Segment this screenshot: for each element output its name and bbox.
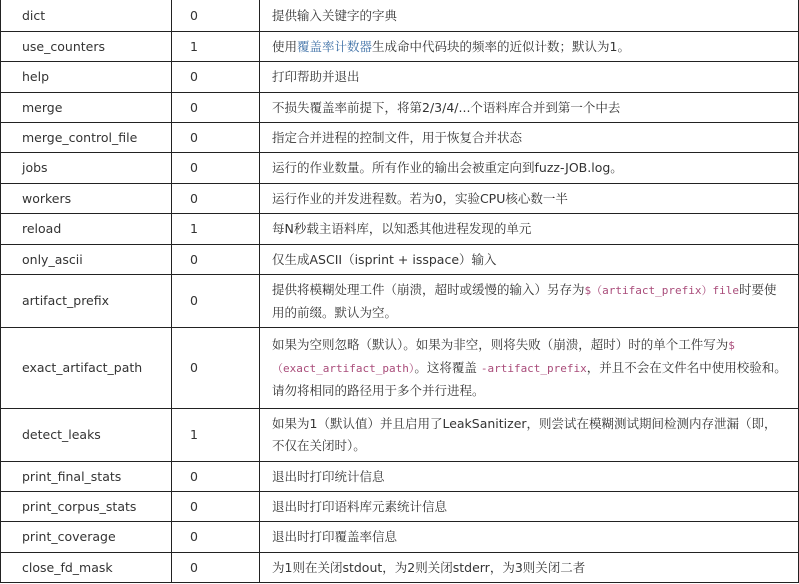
table-row (1, 553, 799, 583)
flag-description (260, 32, 799, 62)
flag-name: only_ascii (1, 245, 172, 275)
flag-description: 退出时打印统计信息 (260, 462, 799, 492)
flag-name: reload (1, 214, 172, 245)
table-row (1, 214, 799, 245)
flag-name: dict (1, 0, 172, 32)
desc-text: 提供将模糊处理工件（崩溃，超时或缓慢的输入）另存为 (272, 281, 585, 297)
flag-default: 0 (172, 553, 260, 583)
flag-name: artifact_prefix (1, 275, 172, 328)
flag-default: 0 (172, 522, 260, 553)
flag-description: 指定合并进程的控制文件，用于恢复合并状态 (260, 123, 799, 153)
desc-text: 使用 (272, 38, 298, 54)
flag-name: merge_control_file (1, 123, 172, 153)
table-row (1, 32, 799, 62)
flag-default: 0 (172, 123, 260, 153)
inline-code: -artifact_prefix (480, 362, 587, 375)
flag-name: merge (1, 93, 172, 123)
flag-default: 1 (172, 409, 260, 462)
flag-description: 运行的作业数量。所有作业的输出会被重定向到fuzz-JOB.log。 (260, 153, 799, 184)
flag-default: 0 (172, 93, 260, 123)
flag-default: 0 (172, 62, 260, 93)
flag-description: 如果为1（默认值）并且启用了LeakSanitizer，则尝试在模糊测试期间检测内存泄漏（即，不仅在关闭时）。 (260, 409, 799, 462)
coverage-counters-link[interactable]: 覆盖率计数器 (297, 38, 373, 54)
flag-description: 运行作业的并发进程数。若为0，实验CPU核心数一半 (260, 184, 799, 214)
flag-name: print_final_stats (1, 462, 172, 492)
desc-text: 时要使用的前缀。默认为空。 (272, 281, 777, 320)
table-row (1, 184, 799, 214)
table-row (1, 492, 799, 522)
flag-name: help (1, 62, 172, 93)
flag-name: print_coverage (1, 522, 172, 553)
flag-default: 0 (172, 328, 260, 409)
flag-name: detect_leaks (1, 409, 172, 462)
table-row (1, 0, 799, 32)
table-row (1, 62, 799, 93)
desc-text: 如果为空则忽略（默认）。如果为非空，则将失败（崩溃，超时）时的单个工件写为 (272, 337, 729, 352)
flag-description: 退出时打印覆盖率信息 (260, 522, 799, 553)
desc-text: 。这将覆盖 (414, 360, 481, 375)
table-row (1, 328, 799, 409)
flag-name: jobs (1, 153, 172, 184)
flag-name: exact_artifact_path (1, 328, 172, 409)
flag-name: print_corpus_stats (1, 492, 172, 522)
flag-description: 不损失覆盖率前提下，将第2/3/4/...个语料库合并到第一个中去 (260, 93, 799, 123)
flag-default: 1 (172, 32, 260, 62)
flag-default: 0 (172, 275, 260, 328)
flag-default: 0 (172, 0, 260, 32)
flag-description: 仅生成ASCII（isprint + isspace）输入 (260, 245, 799, 275)
table-row (1, 123, 799, 153)
flag-default: 0 (172, 492, 260, 522)
table-row (1, 245, 799, 275)
desc-text: ，并且不会在文件名中使用校验和。请勿将相同的路径用于多个并行进程。 (272, 360, 787, 398)
flag-description (260, 328, 799, 409)
flag-name: close_fd_mask (1, 553, 172, 583)
flag-description: 为1则在关闭stdout，为2则关闭stderr，为3则关闭二者 (260, 553, 799, 583)
flag-default: 0 (172, 462, 260, 492)
desc-text: 生成命中代码块的频率的近似计数；默认为1。 (372, 38, 630, 54)
table-row (1, 462, 799, 492)
flag-name: workers (1, 184, 172, 214)
flag-description: 打印帮助并退出 (260, 62, 799, 93)
flag-description: 每N秒载主语料库，以知悉其他进程发现的单元 (260, 214, 799, 245)
flag-default: 0 (172, 153, 260, 184)
flag-name: use_counters (1, 32, 172, 62)
table-row (1, 522, 799, 553)
flag-default: 0 (172, 184, 260, 214)
table-row (1, 275, 799, 328)
flag-description: 提供输入关键字的字典 (260, 0, 799, 32)
flag-default: 1 (172, 214, 260, 245)
table-row (1, 93, 799, 123)
inline-code: $（exact_artifact_path） (272, 339, 735, 375)
table-row (1, 409, 799, 462)
flag-description: 退出时打印语料库元素统计信息 (260, 492, 799, 522)
flag-default: 0 (172, 245, 260, 275)
table-row (1, 153, 799, 184)
inline-code: $（artifact_prefix）file (584, 283, 739, 297)
flag-description (260, 275, 799, 328)
